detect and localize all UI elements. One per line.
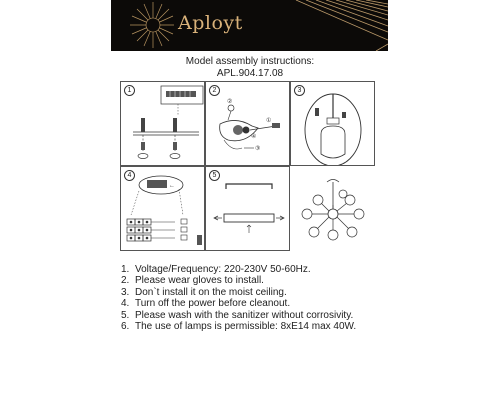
step-6-panel bbox=[290, 166, 375, 251]
brand-banner bbox=[111, 0, 388, 51]
model-code: APL.904.17.08 bbox=[216, 68, 284, 79]
svg-text:③: ③ bbox=[255, 146, 261, 152]
note-item: 4. Turn off the power before cleanout. bbox=[121, 298, 291, 310]
step-2-diagram bbox=[206, 82, 290, 166]
svg-text:②: ② bbox=[227, 99, 233, 105]
step-2-panel bbox=[205, 81, 290, 166]
svg-text:←: ← bbox=[169, 183, 175, 189]
step-2-number: 2 bbox=[209, 85, 220, 96]
instructions-title: Model assembly instructions: bbox=[185, 56, 315, 67]
step-3-panel bbox=[290, 81, 375, 166]
note-item: 1. Voltage/Frequency: 220-230V 50-60Hz. bbox=[121, 264, 311, 275]
step-1-panel bbox=[120, 81, 205, 166]
svg-text:④: ④ bbox=[251, 134, 257, 140]
step-1-diagram bbox=[121, 82, 205, 166]
step-5-panel bbox=[205, 166, 290, 251]
sunburst-rays bbox=[111, 0, 388, 51]
safety-notes-list bbox=[121, 264, 421, 332]
note-item: 6. The use of lamps is permissible: 8xE14 max 40W. bbox=[121, 321, 357, 333]
step-4-diagram bbox=[121, 167, 205, 251]
brand-logo-text: Aployt bbox=[178, 12, 243, 34]
step-4-panel bbox=[120, 166, 205, 251]
note-item: 2. Please wear gloves to install. bbox=[121, 275, 264, 287]
step-3-number: 3 bbox=[294, 85, 305, 96]
svg-text:①: ① bbox=[266, 118, 272, 124]
note-item: 3. Don`t install it on the moist ceiling. bbox=[121, 286, 287, 298]
step-3-diagram bbox=[291, 82, 375, 166]
note-item: 5. Please wash with the sanitizer without corrosivity. bbox=[121, 309, 354, 321]
step-5-number: 5 bbox=[209, 170, 220, 181]
step-1-number: 1 bbox=[124, 85, 135, 96]
step-4-number: 4 bbox=[124, 170, 135, 181]
step-5-diagram bbox=[206, 167, 290, 251]
chandelier-illustration bbox=[291, 167, 375, 251]
